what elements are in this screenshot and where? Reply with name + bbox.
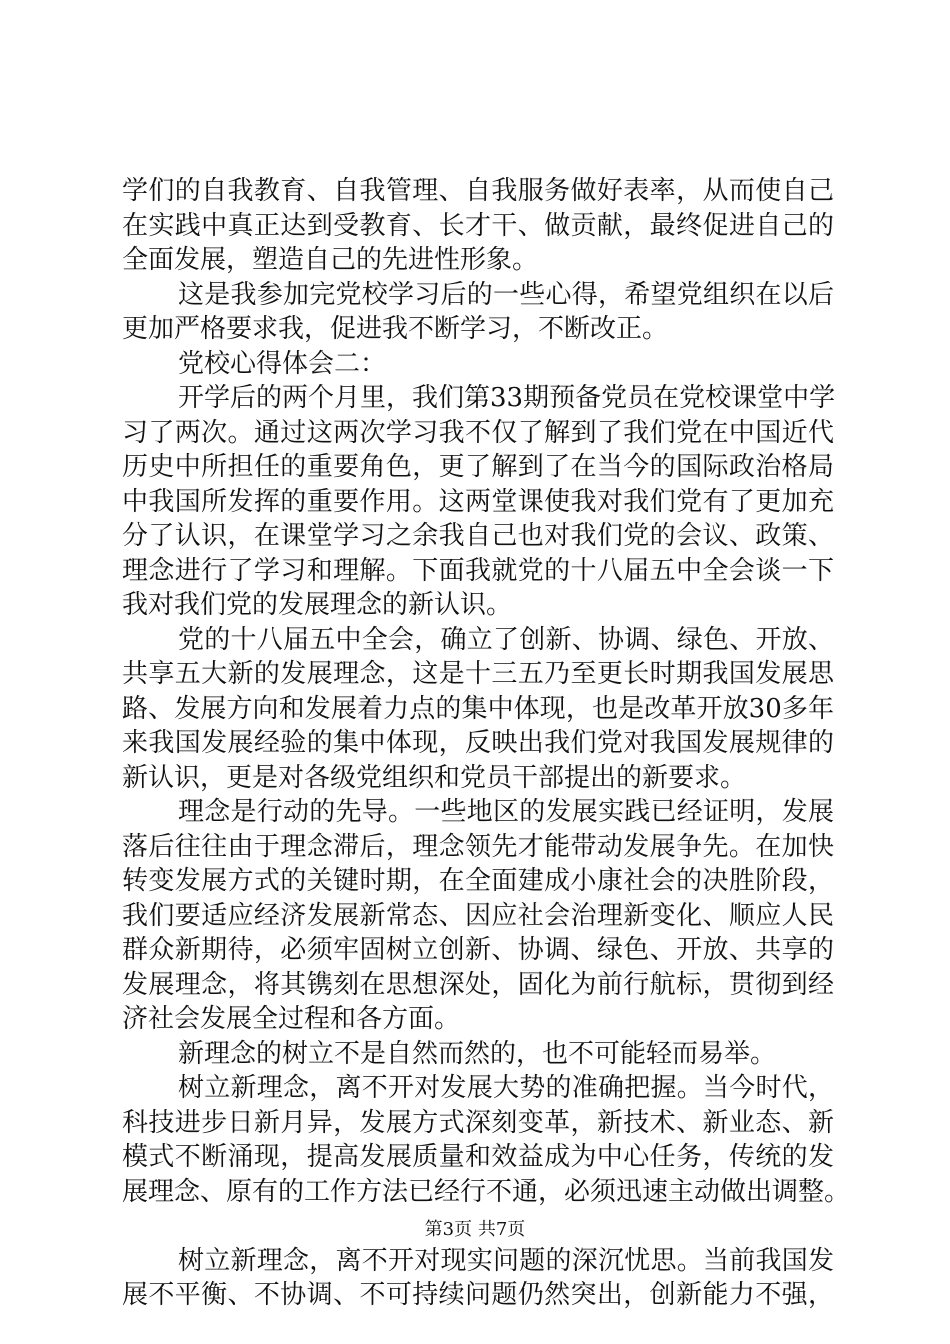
paragraph-start-line: 理念是行动的先导。一些地区的发展实践已经证明，发展 [178, 797, 834, 827]
paragraph-start-line: 树立新理念，离不开对现实问题的深沉忧思。当前我国发 [178, 1245, 834, 1276]
text-line: 中我国所发挥的重要作用。这两堂课使我对我们党有了更加充 [122, 486, 834, 517]
text-line: 在实践中真正达到受教育、长才干、做贡献，最终促进自己的 [122, 210, 834, 241]
text-line: 转变发展方式的关键时期，在全面建成小康社会的决胜阶段， [122, 866, 834, 896]
text-line: 分了认识，在课堂学习之余我自己也对我们党的会议、政策、 [122, 521, 834, 551]
text-line: 落后往往由于理念滞后，理念领先才能带动发展争先。在加快 [122, 831, 834, 862]
text-line: 历史中所担任的重要角色，更了解到了在当今的国际政治格局 [122, 452, 834, 482]
text-line: 学们的自我教育、自我管理、自我服务做好表率，从而使自己 [122, 176, 834, 206]
paragraph-start-line: 这是我参加完党校学习后的一些心得，希望党组织在以后 [178, 279, 834, 310]
text-line: 新认识，更是对各级党组织和党员干部提出的新要求。 [122, 762, 747, 793]
paragraph-start-line: 树立新理念，离不开对发展大势的准确把握。当今时代， [178, 1073, 834, 1103]
paragraph-start-line: 党的十八届五中全会，确立了创新、协调、绿色、开放、 [178, 624, 834, 655]
paragraph-start-line: 开学后的两个月里，我们第33期预备党员在党校课堂中学 [178, 383, 836, 413]
text-line: 群众新期待，必须牢固树立创新、协调、绿色、开放、共享的 [122, 935, 834, 965]
text-line: 我们要适应经济发展新常态、因应社会治理新变化、顺应人民 [122, 900, 834, 931]
text-line: 展不平衡、不协调、不可持续问题仍然突出，创新能力不强， [122, 1280, 834, 1310]
text-line: 展理念、原有的工作方法已经行不通，必须迅速主动做出调整。 [122, 1176, 851, 1207]
document-body [122, 174, 851, 1313]
text-line: 习了两次。通过这两次学习我不仅了解到了我们党在中国近代 [122, 417, 834, 448]
text-line: 路、发展方向和发展着力点的集中体现，也是改革开放30多年 [122, 693, 834, 724]
text-line: 共享五大新的发展理念，这是十三五乃至更长时期我国发展思 [122, 659, 834, 689]
section-heading: 党校心得体会二： [178, 348, 387, 379]
text-line: 科技进步日新月异，发展方式深刻变革，新技术、新业态、新 [122, 1107, 834, 1138]
text-line: 发展理念，将其镌刻在思想深处，固化为前行航标，贯彻到经 [122, 969, 834, 1000]
paragraph-start-line: 新理念的树立不是自然而然的，也不可能轻而易举。 [178, 1038, 777, 1069]
text-line: 理念进行了学习和理解。下面我就党的十八届五中全会谈一下 [122, 555, 834, 586]
text-line: 济社会发展全过程和各方面。 [122, 1004, 461, 1034]
page-number-footer: 第3页 共7页 [424, 1219, 526, 1240]
text-line: 全面发展，塑造自己的先进性形象。 [122, 245, 539, 275]
text-line: 模式不断涌现，提高发展质量和效益成为中心任务，传统的发 [122, 1142, 834, 1172]
text-line: 更加严格要求我，促进我不断学习，不断改正。 [122, 314, 669, 344]
text-line: 来我国发展经验的集中体现，反映出我们党对我国发展规律的 [122, 728, 834, 758]
text-line: 我对我们党的发展理念的新认识。 [122, 590, 513, 620]
